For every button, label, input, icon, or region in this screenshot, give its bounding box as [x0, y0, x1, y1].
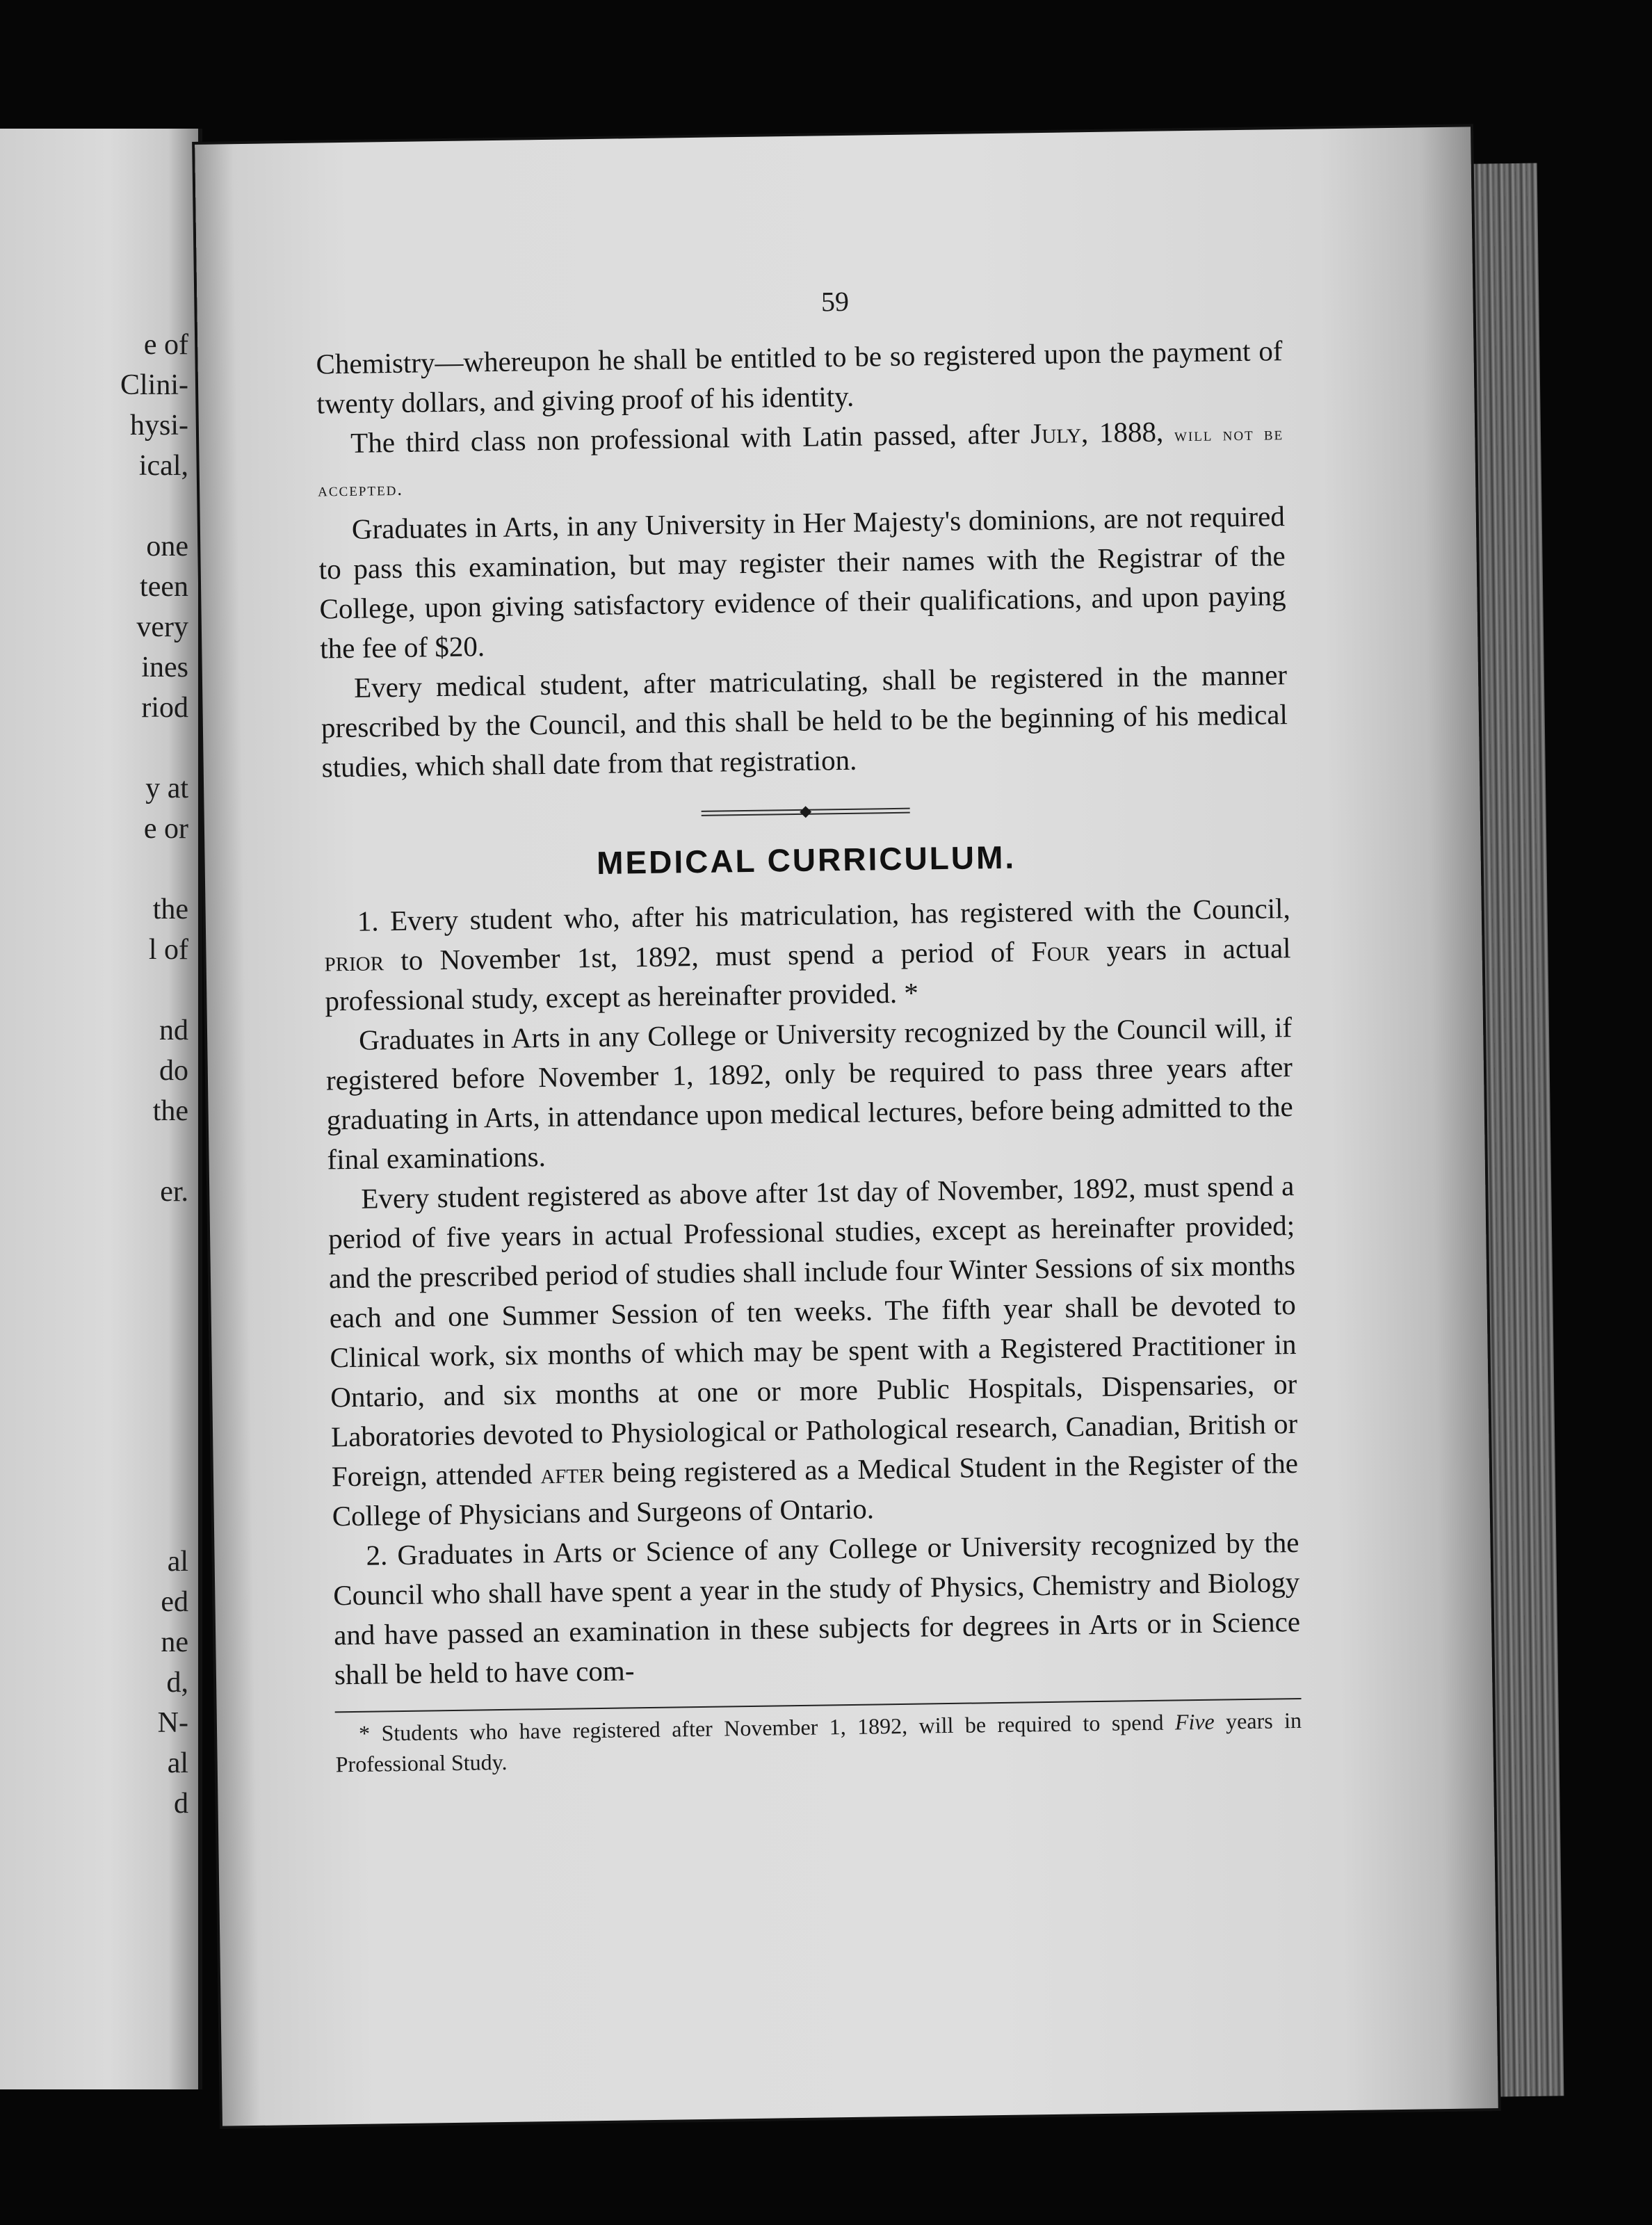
left-page-fragment: nd — [159, 1014, 188, 1046]
paragraph-graduates-three-years: Graduates in Arts in any College or University recognized by the Council will, if registered before November 1, 1892, only be required to pass three years after graduating in Arts, in attendance upon medical lectures, before being admitted to the final examinations. — [325, 1011, 1293, 1176]
left-page-fragment: al — [167, 1546, 188, 1578]
left-page-fragment: y at — [145, 772, 188, 804]
left-page-fragment: al — [167, 1747, 188, 1779]
left-page-fragment: very — [136, 611, 188, 643]
paragraph-graduates-in-arts: Graduates in Arts, in any University in Her Majesty's dominions, are not required to pass this examination, but may register their names with the Registrar of the College, upon giving satisfactory evidence of their qualifications, and upon paying the fee of $20. — [318, 500, 1286, 665]
left-page-fragment: N- — [157, 1707, 188, 1739]
footnote-text-b: years in Professional Study. — [335, 1707, 1302, 1777]
left-page-fragment: e of — [143, 329, 188, 361]
paragraph-registration: Every medical student, after matriculating, shall be registered in the manner prescribed by the Council, and this shall be held to be the beginning of his medical studies, which shall date from that registration. — [321, 658, 1288, 784]
not-accepted-text: will not be accepted. — [317, 423, 1284, 501]
left-page-fragment: riod — [141, 692, 188, 724]
left-page-fragment: hysi- — [130, 410, 188, 442]
page-body — [316, 331, 1302, 1779]
rule-one-text-b: to November 1st, 1892, must spend a period of — [383, 935, 1032, 977]
left-page-fragment: d — [174, 1788, 188, 1820]
left-page-fragment: Clini- — [120, 369, 188, 401]
left-page-fragment: do — [159, 1055, 188, 1087]
left-page-fragment: er. — [160, 1176, 188, 1208]
left-page-fragment: one — [146, 531, 188, 563]
rule-two-paragraph — [332, 1523, 1301, 1694]
left-page-fragment: ne — [161, 1626, 188, 1658]
left-page-fragment: e or — [143, 813, 188, 845]
rule-one-paragraph — [323, 889, 1291, 1021]
paragraph-third-class — [317, 410, 1285, 510]
section-title: MEDICAL CURRICULUM. — [596, 839, 1017, 881]
four-text: Four — [1030, 934, 1090, 968]
left-page-fragment: ed — [161, 1586, 188, 1618]
left-page-fragment: d, — [166, 1667, 188, 1699]
paragraph-five-years — [327, 1166, 1299, 1536]
left-page-fragment: ical, — [138, 450, 188, 482]
rule-one-number: 1. — [357, 905, 379, 937]
after-text: after — [540, 1456, 605, 1490]
footnote-five: Five — [1174, 1708, 1215, 1735]
left-page-fragment: ines — [141, 652, 188, 683]
footnote-text: * Students who have registered after November 1, 1892, will be required to spend — [358, 1709, 1176, 1746]
five-years-text-b: being registered as a Medical Student in the Register of the College of Physicians and Surgeons of Ontario. — [332, 1446, 1299, 1532]
footnote — [335, 1705, 1302, 1779]
book-page — [195, 127, 1498, 2126]
month-july: July — [1030, 416, 1082, 450]
left-facing-page — [0, 129, 202, 2089]
section-divider-ornament — [702, 806, 910, 818]
third-class-text: The third class non professional with Latin passed, after — [350, 417, 1031, 459]
prior-text: prior — [324, 944, 384, 978]
five-years-text: Every student registered as above after 1st day of November, 1892, must spend a period of five years in actual Professional studies, except as hereinafter provided; and the prescribed period of studies shall include four Winter Sessions of six months each and one Summer Session of ten weeks. The fifth year shall be devoted to Clinical work, six months of which may be spent with a Registered Practitioner in Ontario, and six months at one or more Public Hospitals, Dispensaries, or Laboratories devoted to Physiological or Pathological research, Canadian, British or Foreign, attended — [327, 1170, 1298, 1493]
left-page-fragment: l of — [148, 934, 188, 966]
rule-two-number: 2. — [366, 1539, 388, 1571]
rule-one-text: Every student who, after his matriculation, has registered with the Council, — [378, 892, 1290, 937]
divider-diamond — [800, 806, 811, 818]
left-page-fragment: the — [152, 893, 188, 925]
third-class-year: , 1888, — [1080, 415, 1175, 449]
left-page-fragment: teen — [140, 571, 188, 603]
left-page-fragment: the — [152, 1095, 188, 1127]
paragraph-continuation: Chemistry—whereupon he shall be entitled to be so registered upon the payment of twenty dollars, and giving proof of his identity. — [316, 334, 1283, 420]
page-number: 59 — [820, 285, 850, 318]
rule-one-text-c: years in actual professional study, except as hereinafter provided. * — [325, 932, 1291, 1017]
rule-two-text: Graduates in Arts or Science of any College or University recognized by the Council who shall have spent a year in the study of Physics, Chemistry and Biology and have passed an examination in these subjects for degrees in Arts or in Science shall be held to have com- — [333, 1526, 1301, 1691]
